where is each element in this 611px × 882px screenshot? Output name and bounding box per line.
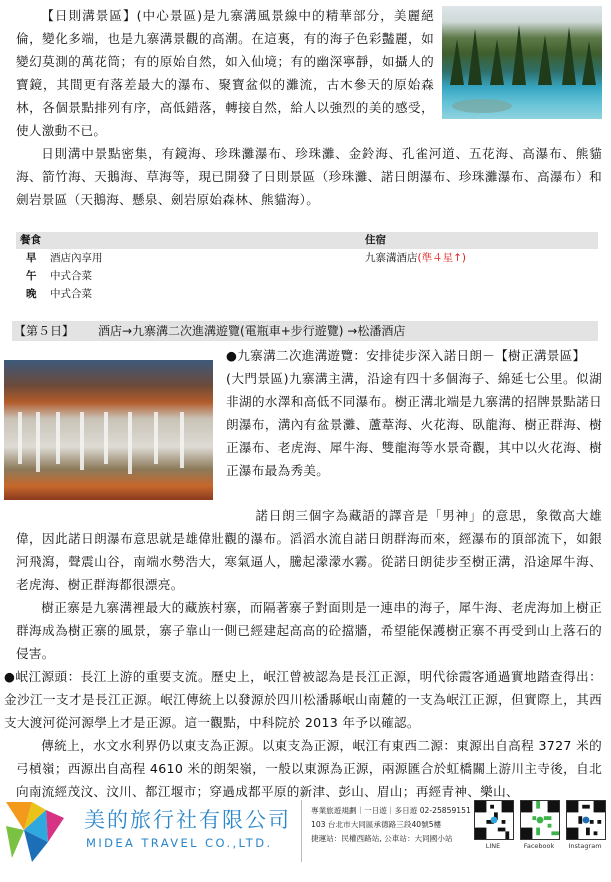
footer-divider: [301, 800, 302, 862]
company-name-en: MIDEA TRAVEL CO.,LTD.: [86, 836, 273, 850]
hotel-rating: (準４星↑): [417, 252, 466, 264]
day5-header: [12, 321, 598, 341]
minjiang-source-paragraph: 傳統上，水文水利界仍以東支為正源。以東支為正源，岷江有東西二源：東源出自高程 3727 米的弓槓嶺；西源出自高程 4610 米的朗架嶺，一般以東源為正源，兩源匯合於虹橋關上游川主寺後，自北向南流經茂汶、汶川、都江堰市；穿過成都平原的新津、彭山、眉山；再經青神、樂山、: [16, 738, 602, 799]
waterfall-photo: [4, 360, 213, 500]
minjiang-bullet: ●岷江源頭：長江上游的重要支流。歷史上，岷江曾被認為是長江正源，明代徐霞客通過實地踏查得出：金沙江一支才是長江正源。岷江傳統上以發源於四川松潘縣岷山南麓的一支為岷江正源，但實際上，其西支大渡河從河源學上才是正源。這一觀點，中科院於 2013 年予以確認。: [4, 669, 602, 730]
hotel-name: 九寨溝酒店: [365, 252, 418, 264]
contact-transit: 捷運站：民權西路站, 公車站：大同國小站: [311, 834, 453, 843]
meal-row-breakfast: [16, 249, 598, 267]
rize-body: (中心景區)是九寨溝風景線中的精華部分，美麗絕倫，變化多端，也是九寨溝景觀的高潮。在這裏，有的海子色彩豔麗，如變幻莫測的萬花筒；有的原始自然，如入仙境；有的幽深寧靜，如攝人的寶鏡，其間更有落差最大的瀑布、聚寶盆似的灘流，古木參天的原始森林，各個景點排列有序，高低錯落，轉接自然，給人以強烈的美的感受，使人激動不已。: [16, 8, 434, 138]
contact-info: [311, 804, 471, 846]
instagram-qr-label: Instagram: [568, 842, 602, 850]
minjiang-block: [4, 665, 602, 734]
meal-value: 中式合菜: [50, 270, 92, 282]
hotel-info: [365, 249, 466, 267]
facebook-qr-code-icon[interactable]: [520, 800, 560, 840]
company-footer: [0, 790, 611, 882]
rize-spots-paragraph: 日則溝中景點密集，有鏡海、珍珠灘瀑布、珍珠灘、金鈴海、孔雀河道、五花海、高瀑布、熊貓海、箭竹海、天鵝海、草海等，現已開發了日則景區（珍珠灘、諾日朗瀑布、珍珠灘瀑布、高瀑布）和劍岩景區（天鵝海、懸泉、劍岩原始森林、熊貓海）。: [16, 146, 602, 207]
shuzheng-village-paragraph: 樹正寨是九寨溝裡最大的藏族村寨，而隔著寨子對面則是一連串的海子，犀牛海、老虎海加上樹正群海成為樹正寨的風景，寨子靠山一側已經建起高高的砼擋牆，希望能保護樹正寨不再受到山上落石的侵害。: [16, 600, 602, 661]
line-qr-label: LINE: [485, 842, 501, 850]
instagram-qr-code-icon[interactable]: [566, 800, 606, 840]
lake-forest-photo: [442, 6, 602, 119]
facebook-qr-label: Facebook: [523, 842, 555, 850]
company-name-zh: 美的旅行社有限公司: [84, 808, 291, 832]
rize-title: 【日則溝景區】: [41, 8, 137, 23]
meal-key: 晚: [26, 288, 37, 300]
company-logo-icon: [2, 796, 72, 866]
contact-address: 103 台北市大同區承德路三段40號5樓: [311, 820, 442, 829]
meal-key: 午: [26, 270, 37, 282]
meal-value: 酒店內享用: [50, 252, 103, 264]
day5-route: 酒店→九寨溝二次進溝遊覽(電瓶車+步行遊覽) →松潘酒店: [98, 324, 406, 338]
norilang-paragraph-block: [16, 504, 602, 596]
meal-row-dinner: [16, 285, 598, 303]
meal-key: 早: [26, 252, 37, 264]
rize-valley-section: [16, 4, 602, 211]
norilang-paragraph: 諾日朗三個字為藏語的譯音是「男神」的意思，象徵高大雄偉，因此諾日朗瀑布意思就是雄偉壯觀的瀑布。滔滔水流自諾日朗群海而來，經瀑布的頂部流下，如銀河飛瀉，聲震山谷，南端水勢浩大，寒氣逼人，騰起濛濛水霧。從諾日朗徒步至樹正溝，沿途犀牛海、老虎海、樹正群海都很漂亮。: [16, 508, 602, 592]
meal-row-lunch: [16, 267, 598, 285]
stay-header-label: 住宿: [365, 234, 386, 246]
meal-value: 中式合菜: [50, 288, 92, 300]
shuzheng-bullet: [226, 344, 602, 482]
contact-phone: 專業旅遊規劃｜一日遊｜多日遊 02-25859151: [311, 806, 471, 815]
meals-header: [16, 232, 598, 249]
meals-header-label: 餐食: [20, 234, 41, 246]
shuzheng-bullet-title: ●九寨溝二次進溝遊覽：安排徒步深入諾日朗－【樹正溝景區】: [226, 348, 586, 363]
shuzheng-bullet-body: (大門景區)九寨溝主溝，沿途有四十多個海子、綿延七公里。似湖非湖的水澤和高低不同瀑布。樹正溝北端是九寨溝的招牌景點諾日朗瀑布，溝內有盆景灘、蘆葦海、火花海、臥龍海、樹正群海、樹正瀑布、老虎海、犀牛海、雙龍海等水景奇觀，其中以火花海、樹正瀑布最為秀美。: [226, 371, 602, 478]
day5-label: 【第５日】: [14, 324, 75, 338]
line-qr-code-icon[interactable]: [474, 800, 514, 840]
shuzheng-village-block: [16, 596, 602, 665]
